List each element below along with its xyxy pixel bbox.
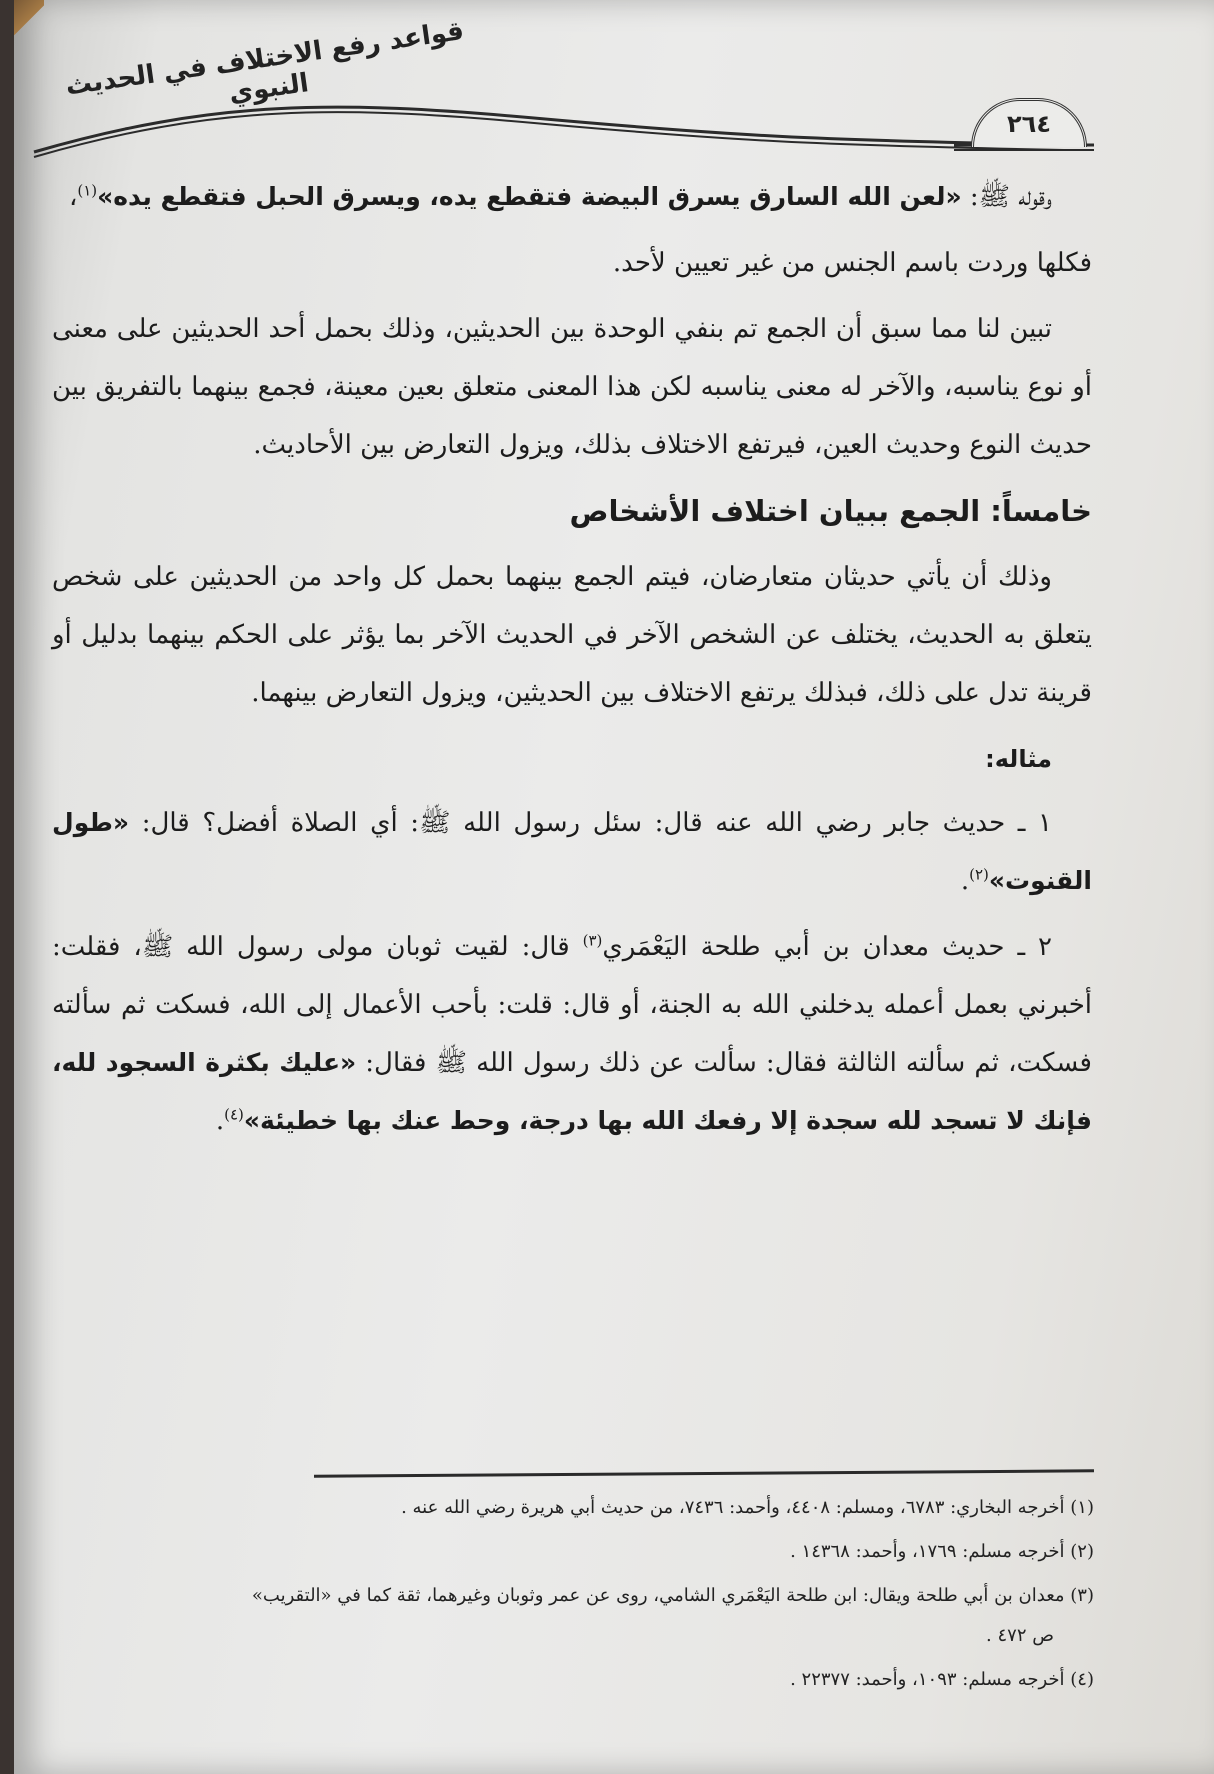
footnote-2 — [74, 1532, 1094, 1572]
footnote-continuation: ص ٤٧٢ . — [986, 1625, 1054, 1646]
hadith-quote: «عليك بكثرة السجود لله، فإنك لا تسجد لله سجدة إلا رفعك الله بها درجة، وحط عنك بها خطيئة» — [52, 1048, 1092, 1135]
paragraph-text: وقوله ﷺ: — [961, 182, 1052, 212]
paragraph-hadith-quote — [52, 168, 1092, 226]
footnote-text: أخرجه مسلم: ١٠٩٣، وأحمد: ٢٢٣٧٧ . — [790, 1669, 1065, 1690]
footnote-ref-2[interactable]: (٢) — [969, 865, 989, 884]
footnote-divider — [314, 1469, 1094, 1477]
example-1 — [52, 794, 1092, 910]
footnote-number: (٢) — [1070, 1541, 1094, 1562]
example-label: مثاله: — [985, 745, 1052, 773]
footnote-number: (٤) — [1070, 1669, 1094, 1690]
punctuation: . — [215, 1106, 225, 1136]
page-number: ٢٦٤ — [971, 98, 1087, 147]
punctuation: . — [960, 866, 970, 896]
footnote-ref-4[interactable]: (٤) — [224, 1105, 244, 1124]
footnote-number: (٣) — [1070, 1585, 1094, 1606]
footnote-number: (١) — [1070, 1497, 1094, 1518]
example-2 — [52, 918, 1092, 1150]
footnote-ref-1[interactable]: (١) — [77, 181, 98, 200]
footnote-text: أخرجه مسلم: ١٧٦٩، وأحمد: ١٤٣٦٨ . — [790, 1541, 1065, 1562]
running-title: قواعد رفع الاختلاف في الحديث النبوي — [63, 16, 466, 109]
footnote-1 — [74, 1488, 1094, 1528]
footnote-3 — [74, 1576, 1094, 1656]
page-header — [14, 0, 1214, 170]
footnote-4 — [74, 1660, 1094, 1700]
paragraph: فكلها وردت باسم الجنس من غير تعيين لأحد. — [612, 248, 1092, 278]
paragraph: تبين لنا مما سبق أن الجمع تم بنفي الوحدة بين الحديثين، وذلك بحمل أحد الحديثين على معنى أو نوع يناسبه، والآخر له معنى يناسبه لكن هذا المعنى متعلق بعين معينة، فجمع بينهما بالتفريق بين حديث النوع وحديث العين، فيرتفع الاختلاف بذلك، ويزول التعارض بين الأحاديث. — [52, 314, 1092, 460]
hadith-quote: «لعن الله السارق يسرق البيضة فتقطع يده، ويسرق الحبل فتقطع يده» — [97, 182, 962, 211]
hadith-quote: «طول القنوت» — [52, 808, 1092, 895]
footnote-ref-3[interactable]: (٣) — [582, 931, 603, 950]
footnote-text: معدان بن أبي طلحة ويقال: ابن طلحة اليَعْمَري الشامي، روى عن عمر وثوبان وغيرهما، ثقة كما في «التقريب» — [251, 1585, 1065, 1606]
example-text: ١ ـ حديث جابر رضي الله عنه قال: سئل رسول الله ﷺ: أي الصلاة أفضل؟ قال: — [129, 808, 1052, 838]
footnote-text: أخرجه البخاري: ٦٧٨٣، ومسلم: ٤٤٠٨، وأحمد: ٧٤٣٦، من حديث أبي هريرة رضي الله عنه . — [401, 1497, 1065, 1518]
example-text: ٢ ـ حديث معدان بن أبي طلحة اليَعْمَري — [602, 932, 1052, 962]
example-text: قال: لقيت ثوبان مولى رسول الله ﷺ، فقلت: أخبرني بعمل أعمله يدخلني الله به الجنة، أو قال: قلت: بأحب الأعمال إلى الله، فسكت ثم سألته فسكت، ثم سألته الثالثة فقال: سألت عن ذلك رسول الله ﷺ فقال: — [52, 932, 1092, 1078]
main-text — [52, 168, 1092, 1158]
footnotes — [74, 1488, 1094, 1704]
book-page — [14, 0, 1214, 1774]
paragraph: وذلك أن يأتي حديثان متعارضان، فيتم الجمع بينهما بحمل كل واحد من الحديثين على شخص يتعلق به الحديث، يختلف عن الشخص الآخر في الحديث الآخر بما يؤثر على الحكم بينهما بدليل أو قرينة تدل على ذلك، فبذلك يرتفع الاختلاف بين الحديثين، ويزول التعارض بينهما. — [52, 562, 1092, 708]
punctuation: ، — [68, 182, 78, 212]
section-heading: خامساً: الجمع ببيان اختلاف الأشخاص — [569, 494, 1092, 528]
